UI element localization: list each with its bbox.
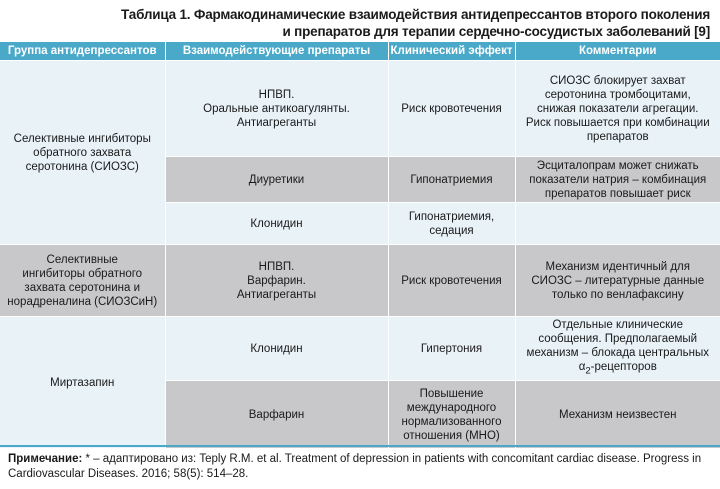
drugs-cell [165, 157, 388, 203]
comment-cell [515, 157, 720, 203]
cell-line: препаратов [586, 130, 649, 143]
table-note [8, 452, 712, 482]
cell-line: Риск кровотечения [401, 274, 502, 287]
cell-line: показатели натрия – комбинация [529, 173, 707, 186]
cell-line-receptor [522, 360, 715, 378]
cell-line: Гипонатриемия, [408, 210, 495, 223]
effect-cell [388, 317, 515, 381]
comment-cell [515, 203, 720, 245]
group-line: Миртазапин [50, 376, 115, 389]
group-line: ингибиторы обратного [22, 267, 143, 280]
group-line: обратного захвата [33, 146, 132, 159]
group-cell-snri [0, 245, 165, 317]
drugs-cell [165, 317, 388, 381]
header-group: Группа антидепрессантов [0, 42, 165, 61]
note-label: Примечание: [8, 453, 83, 465]
group-cell-mirtazapine [0, 317, 165, 449]
cell-line: отношения (МНО) [403, 429, 500, 442]
cell-line: только по венлафаксину [551, 288, 684, 301]
table-row [0, 245, 720, 317]
cell-line: Отдельные клинические [552, 319, 684, 332]
cell-line: Повышение [419, 387, 484, 400]
cell-line: Эсциталопрам может снижать [536, 159, 699, 172]
cell-line: Механизм неизвестен [559, 408, 677, 421]
interactions-table [0, 42, 720, 448]
effect-cell [388, 61, 515, 157]
group-line: серотонина (СИОЗС) [25, 160, 139, 173]
alpha-symbol: α [578, 361, 586, 374]
cell-line: Оральные антикоагулянты. [203, 102, 350, 115]
note-text: * – адаптировано из: Teply R.M. et al. Treatment of depression in patients with concomitant cardiac disease. Progress in Cardiovascular Diseases. 2016; 58(5): 514–28. [8, 453, 702, 480]
group-line: норадреналина (СИОЗСиН) [7, 295, 158, 308]
cell-line: препаратов повышает риск [544, 187, 691, 200]
cell-line: снижая показатели агрегации. [537, 102, 699, 115]
cell-line: Антиагреганты [236, 288, 317, 301]
cell-line: Гипонатриемия [410, 173, 493, 186]
group-line: захвата серотонина и [24, 281, 141, 294]
group-line: Селективные [46, 253, 118, 266]
header-comments: Комментарии [515, 42, 720, 61]
table-title [90, 6, 710, 40]
cell-line: СИОЗС блокирует захват [549, 74, 686, 87]
effect-cell [388, 245, 515, 317]
alpha-subscript: 2 [585, 365, 591, 377]
group-line: Селективные ингибиторы [13, 132, 151, 145]
cell-line: седация [429, 224, 474, 237]
group-cell-ssri [0, 61, 165, 245]
cell-line: нормализованного [401, 415, 502, 428]
cell-line: Диуретики [248, 173, 305, 186]
drugs-cell [165, 381, 388, 449]
effect-cell [388, 157, 515, 203]
cell-line: Варфарин [248, 408, 305, 421]
comment-cell [515, 61, 720, 157]
title-line-1: Таблица 1. Фармакодинамические взаимодействия антидепрессантов второго поколения [121, 7, 710, 22]
cell-line: международного [406, 401, 497, 414]
drugs-cell [165, 203, 388, 245]
comment-cell [515, 317, 720, 381]
table-row [0, 317, 720, 381]
drugs-cell [165, 61, 388, 157]
cell-line: НПВП. [258, 88, 295, 101]
title-line-2: и препаратов для терапии сердечно-сосудистых заболеваний [9] [282, 24, 710, 39]
cell-line: Риск повышается при комбинации [525, 116, 710, 129]
effect-cell [388, 381, 515, 449]
cell-line: Клонидин [250, 342, 303, 355]
header-drugs: Взаимодействующие препараты [165, 42, 388, 61]
cell-line: Механизм идентичный для [545, 260, 690, 273]
cell-line: сообщения. Предполагаемый [538, 333, 698, 346]
cell-line: Антиагреганты [236, 116, 317, 129]
header-row [0, 42, 720, 61]
table-row [0, 61, 720, 157]
comment-cell [515, 381, 720, 449]
drugs-cell [165, 245, 388, 317]
cell-line: механизм – блокада центральных [526, 347, 709, 360]
header-effect: Клинический эффект [388, 42, 515, 61]
cell-line: Гипертония [420, 342, 483, 355]
cell-line: СИОЗС – литературные данные [531, 274, 705, 287]
comment-cell [515, 245, 720, 317]
cell-line: серотонина тромбоцитами, [544, 88, 691, 101]
effect-cell [388, 203, 515, 245]
cell-line: НПВП. [258, 260, 295, 273]
bottom-rule [0, 445, 720, 447]
cell-line: Варфарин. [247, 274, 306, 287]
cell-line: Риск кровотечения [401, 102, 502, 115]
receptor-suffix: -рецепторов [590, 361, 657, 374]
cell-line: Клонидин [250, 217, 303, 230]
